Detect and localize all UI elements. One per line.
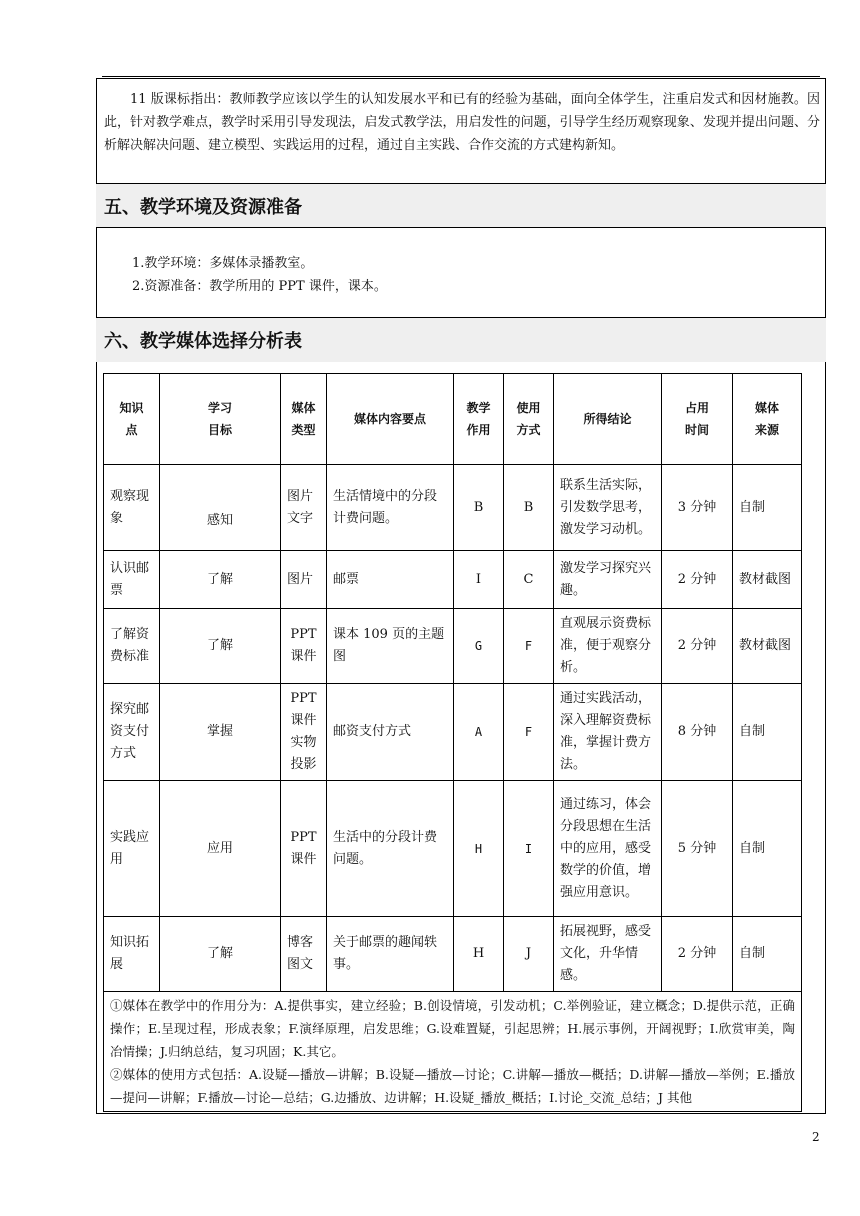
cell-source: 自制 [733, 684, 802, 781]
cell-point: 探究邮资支付方式 [104, 684, 160, 781]
cell-conclusion: 通过实践活动，深入理解资费标准，掌握计费方法。 [554, 684, 662, 781]
cell-time: 5 分钟 [662, 781, 733, 917]
cell-goal: 应用 [160, 781, 281, 917]
intro-text: 11 版课标指出：教师教学应该以学生的认知发展水平和已有的经验为基础，面向全体学生，注重启发式和因材施教。因此，针对教学难点，教学时采用引导发现法，启发式教学法，用启发性的问题，引导学生经历观察现象、发现并提出问题、分析解决解决问题、建立模型、实践运用的过程，通过自主实践、合作交流的方式建构新知。 [104, 92, 820, 153]
cell-role: H [454, 781, 504, 917]
cell-content: 课本 109 页的主题图 [327, 609, 454, 684]
section-5-title: 五、教学环境及资源准备 [104, 197, 302, 218]
note-media-role: ①媒体在教学中的作用分为：A.提供事实，建立经验；B.创设情境，引发动机；C.举例验证，建立概念；D.提供示范，正确操作；E.呈现过程，形成表象；F.演绎原理，启发思维；G.设难置疑，引起思辨；H.展示事例，开阔视野；I.欣赏审美，陶冶情操；J.归纳总结，复习巩固；K.其它。 [110, 998, 795, 1059]
cell-conclusion: 通过练习，体会分段思想在生活中的应用，感受数学的价值，增强应用意识。 [554, 781, 662, 917]
notes-row [104, 992, 802, 1112]
cell-point: 认识邮票 [104, 551, 160, 609]
cell-goal: 了解 [160, 609, 281, 684]
table-row [104, 609, 802, 684]
cell-source: 教材截图 [733, 609, 802, 684]
cell-role: I [454, 551, 504, 609]
cell-point: 观察现象 [104, 465, 160, 551]
cell-type: 图片 [281, 551, 327, 609]
cell-source: 自制 [733, 917, 802, 992]
media-analysis-table [103, 373, 802, 1112]
cell-content: 生活中的分段计费问题。 [327, 781, 454, 917]
cell-time: 2 分钟 [662, 917, 733, 992]
cell-mode: F [504, 609, 554, 684]
cell-content: 邮票 [327, 551, 454, 609]
cell-mode: B [504, 465, 554, 551]
header-role: 教学作用 [454, 374, 504, 465]
header-type: 媒体类型 [281, 374, 327, 465]
header-conclusion: 所得结论 [554, 374, 662, 465]
cell-point: 实践应用 [104, 781, 160, 917]
cell-point: 知识拓展 [104, 917, 160, 992]
table-notes [104, 992, 802, 1112]
section-6-title: 六、教学媒体选择分析表 [104, 331, 302, 352]
header-time: 占用时间 [662, 374, 733, 465]
cell-role: B [454, 465, 504, 551]
cell-time: 3 分钟 [662, 465, 733, 551]
cell-conclusion: 联系生活实际，引发数学思考，激发学习动机。 [554, 465, 662, 551]
cell-source: 自制 [733, 465, 802, 551]
cell-time: 2 分钟 [662, 551, 733, 609]
note-media-usage: ②媒体的使用方式包括：A.设疑—播放—讲解；B.设疑—播放—讨论；C.讲解—播放—概括；D.讲解—播放—举例；E.播放—提问—讲解；F.播放—讨论—总结；G.边播放、边讲解；H.设疑_播放_概括；I.讨论_交流_总结；J 其他 [110, 1067, 795, 1105]
section-6-heading [96, 317, 826, 362]
cell-mode: F [504, 684, 554, 781]
header-goal: 学习目标 [160, 374, 281, 465]
intro-paragraph [104, 88, 820, 157]
cell-type: 图片文字 [281, 465, 327, 551]
cell-role: G [454, 609, 504, 684]
table-row [104, 917, 802, 992]
cell-source: 教材截图 [733, 551, 802, 609]
table-row [104, 684, 802, 781]
header-source: 媒体来源 [733, 374, 802, 465]
header-point: 知识点 [104, 374, 160, 465]
cell-mode: I [504, 781, 554, 917]
table-row [104, 551, 802, 609]
cell-type: PPT 课件 [281, 609, 327, 684]
cell-source: 自制 [733, 781, 802, 917]
cell-mode: C [504, 551, 554, 609]
cell-goal: 了解 [160, 551, 281, 609]
header-rule [102, 76, 820, 77]
cell-role: H [454, 917, 504, 992]
cell-type: PPT 课件 [281, 781, 327, 917]
cell-time: 2 分钟 [662, 609, 733, 684]
cell-content: 邮资支付方式 [327, 684, 454, 781]
cell-type: 博客图文 [281, 917, 327, 992]
cell-point: 了解资费标准 [104, 609, 160, 684]
table-header-row [104, 374, 802, 465]
cell-role: A [454, 684, 504, 781]
cell-conclusion: 拓展视野，感受文化，升华情感。 [554, 917, 662, 992]
cell-mode: J [504, 917, 554, 992]
cell-goal: 了解 [160, 917, 281, 992]
table-row [104, 781, 802, 917]
resources-item: 2.资源准备：教学所用的 PPT 课件，课本。 [132, 279, 387, 294]
cell-content: 生活情境中的分段计费问题。 [327, 465, 454, 551]
cell-goal: 感知 [160, 465, 281, 551]
cell-conclusion: 激发学习探究兴趣。 [554, 551, 662, 609]
section-5-heading [96, 183, 826, 228]
cell-goal: 掌握 [160, 684, 281, 781]
cell-content: 关于邮票的趣闻轶事。 [327, 917, 454, 992]
cell-type: PPT 课件实物投影 [281, 684, 327, 781]
header-mode: 使用方式 [504, 374, 554, 465]
header-content: 媒体内容要点 [327, 374, 454, 465]
cell-conclusion: 直观展示资费标准，便于观察分析。 [554, 609, 662, 684]
page-number: 2 [812, 1130, 820, 1144]
environment-list [132, 252, 387, 298]
table-row [104, 465, 802, 551]
cell-time: 8 分钟 [662, 684, 733, 781]
environment-item: 1.教学环境：多媒体录播教室。 [132, 256, 314, 271]
